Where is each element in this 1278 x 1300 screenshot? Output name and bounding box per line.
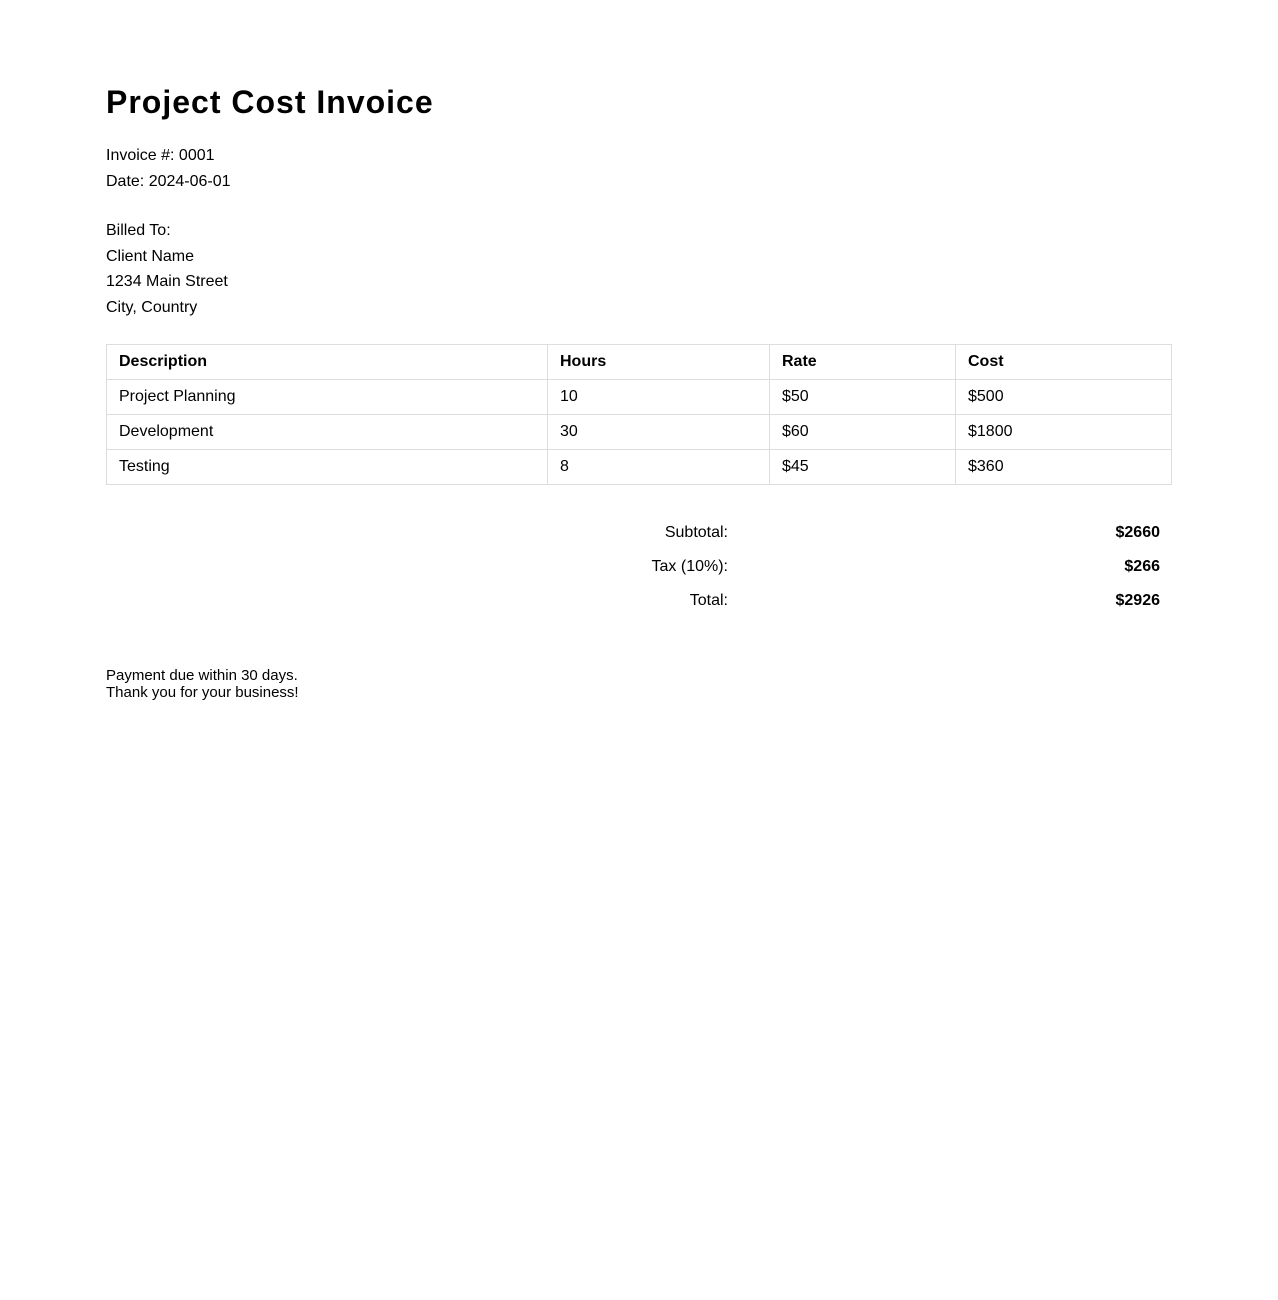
table-row — [107, 380, 1172, 415]
cell-rate: $50 — [770, 380, 956, 415]
cell-hours: 10 — [548, 380, 770, 415]
cell-description: Project Planning — [107, 380, 548, 415]
subtotal-label: Subtotal: — [664, 524, 728, 541]
cell-cost: $360 — [956, 450, 1172, 485]
invoice-meta — [106, 143, 231, 195]
cell-hours: 30 — [548, 415, 770, 450]
line-items-table — [106, 344, 1172, 485]
header-description: Description — [107, 345, 548, 380]
total-row — [106, 584, 1172, 618]
payment-terms: Payment due within 30 days. — [106, 667, 298, 684]
page-title: Project Cost Invoice — [106, 84, 434, 120]
thank-you-note: Thank you for your business! — [106, 684, 299, 701]
invoice-date: Date: 2024-06-01 — [106, 173, 231, 190]
header-hours: Hours — [548, 345, 770, 380]
subtotal-row — [106, 516, 1172, 550]
client-name: Client Name — [106, 247, 195, 265]
total-value: $2926 — [1115, 592, 1160, 609]
cell-cost: $1800 — [956, 415, 1172, 450]
table-header-row — [107, 345, 1172, 380]
billed-to-block — [106, 218, 228, 320]
footer-note — [106, 667, 299, 701]
totals-section — [106, 516, 1172, 618]
cell-description: Testing — [107, 450, 548, 485]
cell-rate: $60 — [770, 415, 956, 450]
cell-hours: 8 — [548, 450, 770, 485]
cell-description: Development — [107, 415, 548, 450]
client-street: 1234 Main Street — [106, 273, 228, 290]
table-row — [107, 415, 1172, 450]
total-label: Total: — [689, 592, 728, 609]
invoice-number: Invoice #: 0001 — [106, 147, 215, 164]
billed-to-label: Billed To: — [106, 222, 171, 239]
cell-rate: $45 — [770, 450, 956, 485]
tax-value: $266 — [1124, 558, 1160, 575]
tax-row — [106, 550, 1172, 584]
header-cost: Cost — [956, 345, 1172, 380]
client-city: City, Country — [106, 298, 198, 316]
cell-cost: $500 — [956, 380, 1172, 415]
header-rate: Rate — [770, 345, 956, 380]
subtotal-value: $2660 — [1115, 524, 1160, 541]
tax-label: Tax (10%): — [651, 558, 728, 575]
table-row — [107, 450, 1172, 485]
